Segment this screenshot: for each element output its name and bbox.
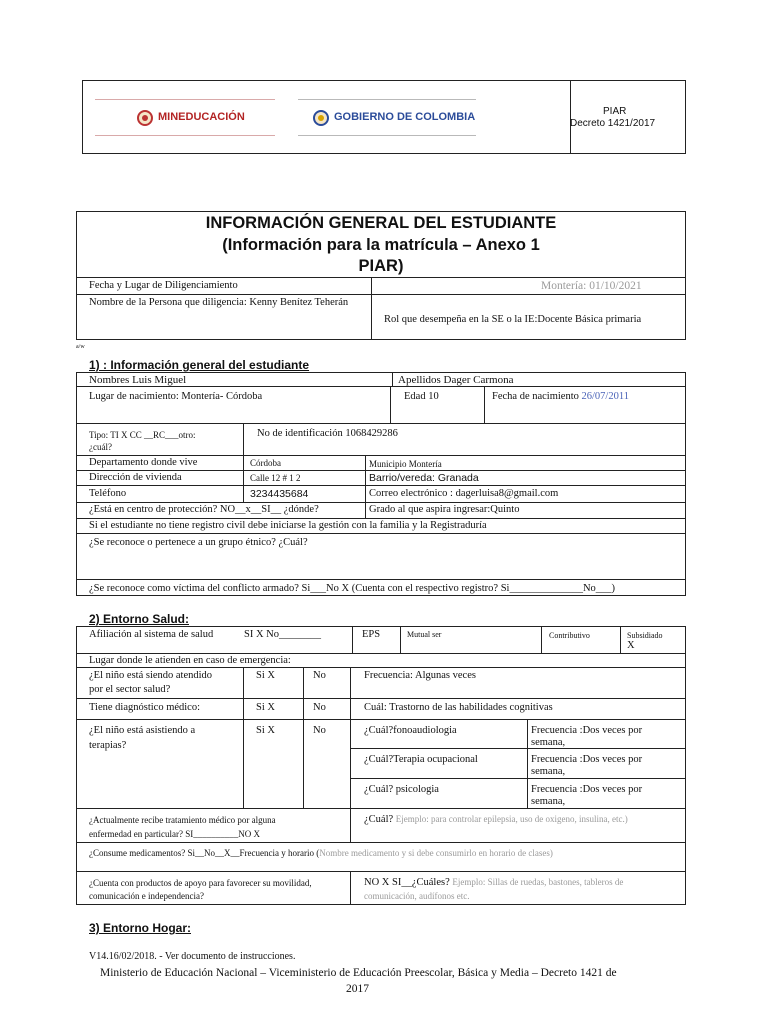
telefono-label: Teléfono [89,488,127,499]
s2-vline-9 [350,871,351,905]
tratamiento-cual-label: ¿Cuál? [364,814,396,825]
s1-vline-5 [365,455,366,502]
logo-divider-top [95,99,275,100]
s1-line-9 [76,579,686,580]
s2-vline-7 [350,667,351,842]
doc-code: PIAR [603,106,627,117]
victima-conflicto[interactable]: ¿Se reconoce como víctima del conflicto armado? Si___No X (Cuenta con el respectivo registro? Si______________No___) [89,583,616,594]
correo[interactable]: Correo electrónico : dagerluisa8@gmail.com [369,488,559,499]
fecha-label: Fecha y Lugar de Diligenciamiento [89,280,238,291]
page-title-line2: (Información para la matrícula – Anexo 1 [222,236,540,254]
medicamentos-example: Nombre medicamento y si debe consumirlo en horario de clases) [319,848,553,858]
tipo-documento[interactable]: Tipo: TI X CC __RC___otro: [89,430,196,440]
eps-label: EPS [362,629,381,640]
lugar-nacimiento[interactable]: Lugar de nacimiento: Montería- Córdoba [89,391,263,402]
s1-line-1 [76,386,686,387]
s2-line-1 [76,653,686,654]
terapias-no[interactable]: No [313,725,326,736]
numero-identificacion[interactable]: No de identificación 1068429286 [257,428,398,439]
frecuencia-psicologia-1[interactable]: Frecuencia :Dos veces por [531,784,643,795]
s1-line-6 [76,502,686,503]
frecuencia-fono-2[interactable]: semana, [531,737,566,748]
frecuencia-psicologia-2[interactable]: semana, [531,796,566,807]
centro-proteccion[interactable]: ¿Está en centro de protección? NO__x__SI__ ¿dónde? [89,504,319,515]
fecha-value[interactable]: Montería: 01/10/2021 [541,280,642,292]
terapias-si[interactable]: Si X [256,725,275,736]
logo2-divider-top [298,99,476,100]
footer-ministry: Ministerio de Educación Nacional – Viceministerio de Educación Preescolar, Básica y Media – Decreto 1421 de [100,967,617,979]
terapias-q1: ¿El niño está asistiendo a [89,725,196,736]
s2-vline-6 [303,667,304,808]
title-row-line [76,277,686,278]
gobierno-seal-icon [313,110,329,126]
gobierno-logo: GOBIERNO DE COLOMBIA [334,111,476,123]
student-info-table [76,372,686,596]
apoyo-example-1: Ejemplo: Sillas de ruedas, bastones, tableros de [452,877,624,887]
diagnostico-no[interactable]: No [313,702,326,713]
grupo-etnico[interactable]: ¿Se reconoce o pertenece a un grupo étnico? ¿Cuál? [89,537,308,548]
s1-vline-4 [243,423,244,502]
frecuencia-fono-1[interactable]: Frecuencia :Dos veces por [531,725,643,736]
s1-line-3 [76,455,686,456]
s1-line-7 [76,518,686,519]
document-header [82,80,686,154]
s1-vline-2 [390,386,391,423]
s2-line-9 [76,871,686,872]
s1-vline-1 [392,372,393,386]
fecha-nacimiento-label: Fecha de nacimiento [492,391,582,402]
page-title-line1: INFORMACIÓN GENERAL DEL ESTUDIANTE [205,214,557,232]
section1-heading: 1) : Información general del estudiante [89,358,310,372]
s1-line-4 [76,470,686,471]
atendido-q1: ¿El niño está siendo atendido [89,670,213,681]
tratamiento-example: Ejemplo: para controlar epilepsia, uso de oxigeno, insulina, etc.) [395,814,628,824]
s1-vline-3 [484,386,485,423]
telefono-value[interactable]: 3234435684 [250,488,309,500]
fecha-nacimiento[interactable] [492,391,629,403]
s2-line-7 [76,808,686,809]
tratamiento-q1: ¿Actualmente recibe tratamiento médico por alguna [89,815,276,825]
doc-decree: Decreto 1421/2017 [570,118,656,129]
edad[interactable]: Edad 10 [404,391,439,402]
mineducacion-logo: MINEDUCACIÓN [158,111,245,123]
apoyo-q1: ¿Cuenta con productos de apoyo para favorecer su movilidad, [89,878,312,888]
s2-line-8 [76,842,686,843]
afiliacion-label: Afiliación al sistema de salud [89,629,214,640]
footer-year: 2017 [346,983,369,995]
apoyo-q2: comunicación e independencia? [89,891,204,901]
fecha-nacimiento-value: 26/07/2011 [581,391,629,402]
atendido-si[interactable]: Si X [256,670,275,681]
consume-medicamentos[interactable] [89,847,553,859]
subsidiado-option[interactable]: Subsidiado [627,631,663,640]
subsidiado-mark[interactable]: X [627,640,635,651]
persona-diligencia[interactable]: Nombre de la Persona que diligencia: Kenny Benítez Teherán [89,297,349,308]
terapias-q2: terapias? [89,740,127,751]
apoyo-example-2: comunicación, audífonos etc. [364,891,470,901]
apoyo-respuesta[interactable] [364,876,623,889]
eps-value[interactable]: Mutual ser [407,630,442,639]
diagnostico-label: Tiene diagnóstico médico: [89,702,201,713]
nombres[interactable]: Nombres Luis Miguel [89,374,187,386]
grado-aspira[interactable]: Grado al que aspira ingresar:Quinto [369,504,520,515]
direccion-label: Dirección de vivienda [89,472,182,483]
fecha-row-line [76,294,686,295]
diagnostico-si[interactable]: Si X [256,702,275,713]
municipio[interactable]: Municipio Montería [369,459,442,469]
s2-vline-1 [352,626,353,653]
header-divider [570,81,571,153]
departamento-label: Departamento donde vive [89,457,198,468]
medicamentos-label: ¿Consume medicamentos? Si__No__X__Frecuencia y horario ( [89,848,320,858]
terapia-fonoaudiologia[interactable]: ¿Cuál?fonoaudiologia [364,725,457,736]
small-mark: a/w [76,344,85,350]
logo2-divider-bottom [298,135,476,136]
s1-vline-6 [365,502,366,518]
registro-civil: Si el estudiante no tiene registro civil debe iniciarse la gestión con la familia y la Registraduría [89,520,487,531]
apellidos[interactable]: Apellidos Dager Carmona [398,374,514,386]
apoyo-respuesta-label: NO X SI__¿Cuáles? [364,877,453,888]
barrio[interactable]: Barrio/vereda: Granada [369,472,479,484]
frecuencia-atencion[interactable]: Frecuencia: Algunas veces [364,670,476,681]
s1-line-2 [76,423,686,424]
lugar-emergencia[interactable]: Lugar donde le atienden en caso de emergencia: [89,655,291,666]
s2-line-6 [350,778,686,779]
frecuencia-ocupacional-1[interactable]: Frecuencia :Dos veces por [531,754,643,765]
tipo-cual[interactable]: ¿cuál? [89,442,112,452]
tratamiento-cual[interactable] [364,813,628,826]
s2-vline-5 [243,667,244,808]
afiliacion-value[interactable]: SI X No________ [244,629,322,640]
s1-line-8 [76,533,686,534]
tratamiento-q2[interactable]: enfermedad en particular? SI__________NO X [89,829,260,839]
s2-vline-2 [400,626,401,653]
atendido-no[interactable]: No [313,670,326,681]
s2-line-3 [76,698,686,699]
terapia-ocupacional[interactable]: ¿Cuál?Terapia ocupacional [364,754,478,765]
departamento-value[interactable]: Córdoba [250,458,281,468]
frecuencia-ocupacional-2[interactable]: semana, [531,766,566,777]
s1-line-5 [76,485,686,486]
diagnostico-cual[interactable]: Cuál: Trastorno de las habilidades cognitivas [364,702,553,713]
footer-version: V14.16/02/2018. - Ver documento de instrucciones. [89,951,296,962]
atendido-q2: por el sector salud? [89,684,171,695]
section3-heading: 3) Entorno Hogar: [89,921,191,935]
title-col-line [371,277,372,340]
rol-desempena[interactable]: Rol que desempeña en la SE o la IE:Docente Básica primaria [384,314,642,325]
page-title-line3: PIAR) [358,257,404,275]
s2-line-2 [76,667,686,668]
s2-vline-8 [527,719,528,808]
s2-line-5 [350,748,686,749]
s2-vline-3 [541,626,542,653]
mineducacion-seal-icon [137,110,153,126]
contributivo-option[interactable]: Contributivo [549,631,590,640]
s2-line-4 [76,719,686,720]
s2-vline-4 [620,626,621,653]
section2-heading: 2) Entorno Salud: [89,612,189,626]
logo-divider-bottom [95,135,275,136]
direccion-value[interactable]: Calle 12 # 1 2 [250,473,301,483]
terapia-psicologia[interactable]: ¿Cuál? psicologia [364,784,439,795]
